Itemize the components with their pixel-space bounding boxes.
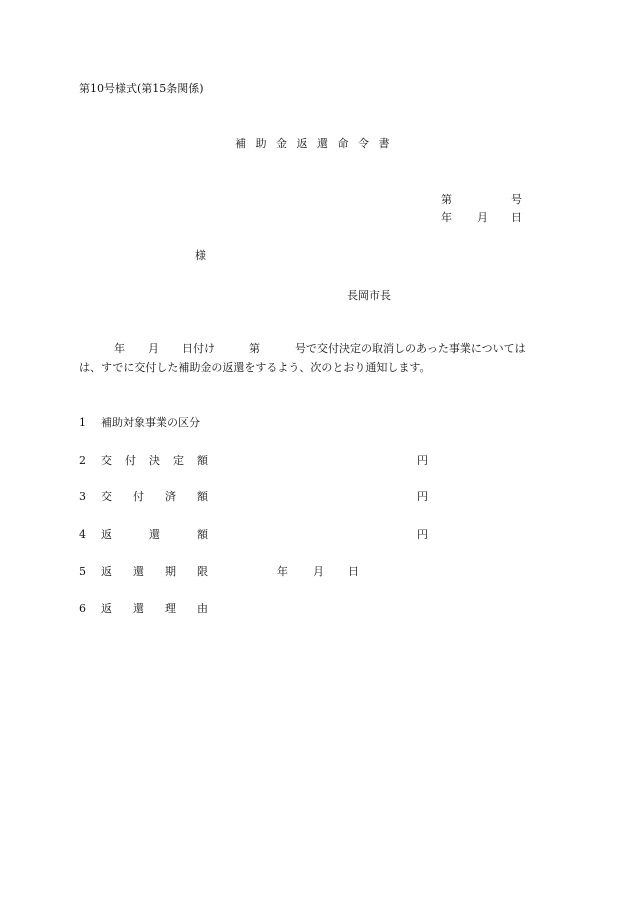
item-1	[79, 416, 200, 430]
title-char: 令	[358, 137, 369, 150]
item-number: 2	[79, 454, 86, 467]
item-label-char: 還	[149, 528, 160, 541]
item-number: 4	[79, 528, 86, 541]
item-label-char: 付	[133, 490, 144, 503]
sender-name: 長岡市長	[347, 289, 391, 302]
item-3	[79, 490, 208, 504]
body-year: 年	[114, 342, 125, 355]
item-label-char: 返	[101, 528, 112, 541]
body-date-suffix: 日付け	[182, 342, 215, 355]
title-char: 書	[378, 137, 390, 150]
addressee-honorific: 様	[195, 249, 206, 262]
item-label-char: 交	[101, 454, 112, 467]
item-label-char: 理	[165, 602, 176, 615]
issue-date-year: 年	[441, 211, 452, 224]
item-number: 6	[79, 602, 86, 615]
item-4	[79, 528, 208, 542]
amount-unit: 円	[417, 490, 428, 503]
item-label-char: 付	[125, 454, 136, 467]
body-line-1	[79, 342, 526, 356]
issue-date-day: 日	[511, 211, 522, 224]
body-number-prefix: 第	[249, 342, 260, 355]
form-number: 第10号様式(第15条関係)	[79, 82, 204, 95]
item-number: 5	[79, 565, 86, 578]
item-label-char: 還	[133, 565, 144, 578]
item-label-char: 由	[197, 602, 208, 615]
issue-number-suffix: 号	[511, 193, 522, 206]
item-label: 補助対象事業の区分	[101, 416, 200, 429]
item-number: 3	[79, 490, 86, 503]
title-char: 命	[337, 137, 349, 150]
item-label-char: 済	[165, 490, 176, 503]
item-6	[79, 602, 208, 616]
title-char: 返	[296, 137, 308, 150]
item-5	[79, 565, 208, 579]
title-char: 還	[317, 137, 328, 150]
document-title	[235, 137, 399, 151]
deadline-day: 日	[348, 565, 359, 578]
item-label-char: 交	[101, 490, 112, 503]
item-label-char: 額	[197, 528, 208, 541]
item-label-char: 決	[149, 454, 160, 467]
item-label-char: 期	[165, 565, 176, 578]
deadline-year: 年	[277, 565, 288, 578]
body-line-1-rest: 号で交付決定の取消しのあった事業については	[295, 342, 526, 355]
title-char: 助	[255, 137, 267, 150]
item-2	[79, 454, 208, 468]
deadline-month: 月	[313, 565, 324, 578]
body-line-2: は、すでに交付した補助金の返還をするよう、次のとおり通知します。	[79, 361, 431, 374]
body-month: 月	[148, 342, 159, 355]
item-label-char: 返	[101, 602, 112, 615]
issue-date-month: 月	[477, 211, 488, 224]
title-char: 金	[276, 137, 287, 150]
item-label-char: 限	[197, 565, 208, 578]
item-number: 1	[79, 416, 86, 429]
item-label-char: 額	[197, 454, 208, 467]
item-label-char: 返	[101, 565, 112, 578]
amount-unit: 円	[417, 454, 428, 467]
amount-unit: 円	[417, 528, 428, 541]
issue-number-prefix: 第	[441, 193, 452, 206]
item-label-char: 額	[197, 490, 208, 503]
title-char: 補	[235, 137, 246, 150]
item-label-char: 還	[133, 602, 144, 615]
item-label-char: 定	[173, 454, 184, 467]
